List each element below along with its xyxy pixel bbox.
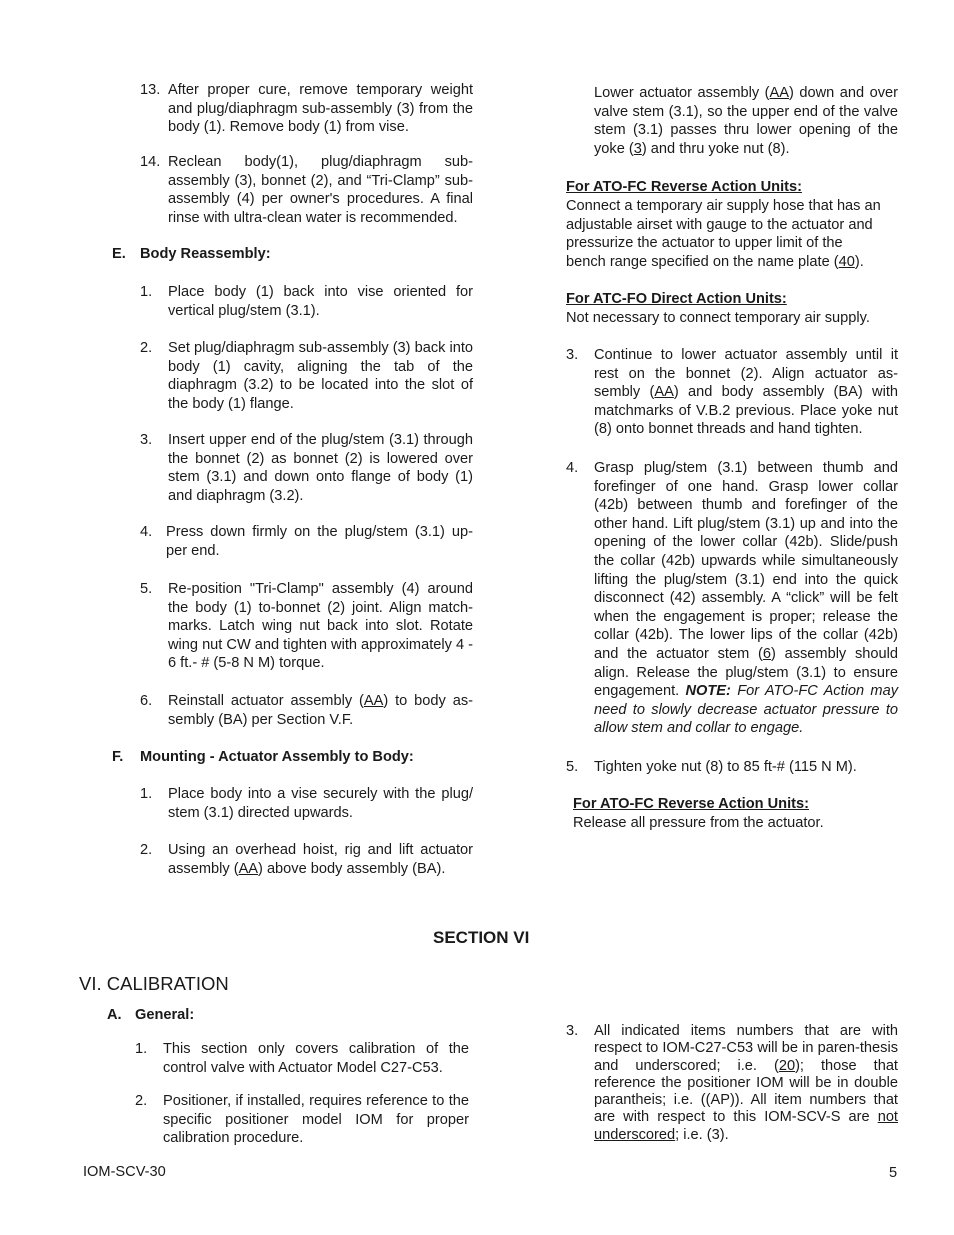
lower-actuator-paragraph: Lower actuator assembly (AA) down and over valve stem (3.1), so the upper end of the valve stem (3.1) passes thru lower opening of the yoke (3) and thru yoke nut (8). (594, 85, 898, 157)
step-text: Insert upper end of the plug/stem (3.1) through the bonnet (2) as bonnet (2) is lowered over stem (3.1) and down onto flange of body (1) and diaphragm (3.2). (168, 432, 473, 504)
step-number: 1. (140, 284, 153, 300)
step-text: After proper cure, remove temporary weight and plug/diaphragm sub-assembly (3) from the body (1). Remove body (1) from vise. (168, 82, 473, 136)
section-vi-title: SECTION VI (433, 928, 530, 947)
footer-page-number: 5 (889, 1165, 898, 1181)
step-number: 6. (140, 693, 153, 709)
step-number: 2. (135, 1093, 148, 1109)
step-number: 5. (566, 759, 579, 775)
step-text: Re-position "Tri-Clamp" assembly (4) around the body (1) to-bonnet (2) joint. Align match-marks. Latch wing nut back into slot. Rotate wing nut CW and tighten with approximately 4 - 6 ft.- # (5-8 N M) torque. (168, 581, 473, 672)
step-text: Grasp plug/stem (3.1) between thumb and forefinger of one hand. Grasp lower collar (42b) between thumb and forefinger of the other hand. Lift plug/stem (3.1) up and into the opening of the lower collar (42b). Slide/push the collar (42b) upwards while simultaneously lifting the plug/stem (3.1) end into the quick disconnect (42) assembly. A “click” will be felt when the engagement is proper; release the collar (42b). The lower lips of the collar (42b) and the actuator stem (6) assembly should align. Release the plug/stem (3.1) to ensure engagement. NOTE: For ATO-FC Action may need to slowly decrease actuator pressure to allow stem and collar to engage. (594, 460, 898, 737)
step-number: 13. (140, 82, 161, 98)
step-number: 2. (140, 842, 153, 858)
section-title: General: (135, 1007, 195, 1023)
section-letter: A. (107, 1007, 122, 1023)
atc-fo-heading: For ATC-FO Direct Action Units: (566, 291, 787, 307)
step-text: Reclean body(1), plug/diaphragm sub-assembly (3), bonnet (2), and “Tri-Clamp” sub-assembly (4) per owner's procedures. A final rinse with ultra-clean water is recommended. (168, 154, 473, 226)
ato-fc-paragraph: Connect a temporary air supply hose that has an adjustable airset with gauge to the actuator and pressurize the actuator to upper limit of the bench range specified on the name plate (40). (566, 198, 881, 270)
step-text: Reinstall actuator assembly (AA) to body as-sembly (BA) per Section V.F. (168, 693, 473, 728)
ato-fc-paragraph-2: Release all pressure from the actuator. (573, 815, 824, 831)
step-number: 4. (566, 460, 579, 476)
ato-fc-heading-2: For ATO-FC Reverse Action Units: (573, 796, 809, 812)
atc-fo-paragraph: Not necessary to connect temporary air supply. (566, 310, 870, 326)
step-number: 14. (140, 154, 161, 170)
step-number: 3. (140, 432, 153, 448)
section-e-heading (112, 245, 271, 264)
section-letter: E. (112, 246, 126, 262)
step-text: Place body (1) back into vise oriented for vertical plug/stem (3.1). (168, 284, 473, 319)
item-ref: AA (363, 693, 384, 709)
step-number: 1. (135, 1041, 148, 1057)
calibration-heading: VI. CALIBRATION (79, 973, 229, 994)
step-text: Positioner, if installed, requires reference to the specific positioner model IOM for proper calibration procedure. (163, 1093, 469, 1147)
step-text: Place body into a vise securely with the plug/ stem (3.1) directed upwards. (168, 786, 473, 821)
section-title: Mounting - Actuator Assembly to Body: (140, 749, 414, 765)
item-ref: AA (238, 860, 259, 877)
section-title: Body Reassembly: (140, 246, 271, 262)
note-label: NOTE: (685, 683, 731, 700)
section-letter: F. (112, 749, 124, 765)
step-text: Set plug/diaphragm sub-assembly (3) back into body (1) cavity, aligning the tab of the diaphragm (3.2) to be located into the slot of the body (1) flange. (168, 340, 474, 412)
step-number: 5. (140, 581, 153, 597)
section-f-heading (112, 748, 414, 767)
step-text: This section only covers calibration of the control valve with Actuator Model C27-C53. (163, 1041, 469, 1076)
general-heading (107, 1006, 195, 1025)
step-text: Tighten yoke nut (8) to 85 ft-# (115 N M). (594, 759, 857, 775)
step-text: Using an overhead hoist, rig and lift actuator assembly (AA) above body assembly (BA). (168, 842, 473, 877)
step-number: 3. (566, 1023, 579, 1039)
footer-document-id: IOM-SCV-30 (83, 1164, 166, 1180)
step-number: 2. (140, 340, 153, 356)
step-text: Continue to lower actuator assembly until it rest on the bonnet (2). Align actuator as-sembly (AA) and body assembly (BA) with matchmarks of V.B.2 previous. Place yoke nut (8) onto bonnet threads and hand tighten. (594, 347, 898, 438)
step-number: 3. (566, 347, 579, 363)
step-text: Press down firmly on the plug/stem (3.1) up-per end. (166, 524, 473, 559)
ato-fc-heading: For ATO-FC Reverse Action Units: (566, 179, 802, 195)
step-number: 1. (140, 786, 153, 802)
step-number: 4. (140, 524, 153, 540)
step-text: All indicated items numbers that are with respect to IOM-C27-C53 will be in paren-thesis and underscored; i.e. (20); those that reference the positioner IOM will be in double parantheis; i.e. ((AP)). All item numbers that are with respect to this IOM-SCV-S are not underscored; i.e. (3). (594, 1023, 898, 1143)
